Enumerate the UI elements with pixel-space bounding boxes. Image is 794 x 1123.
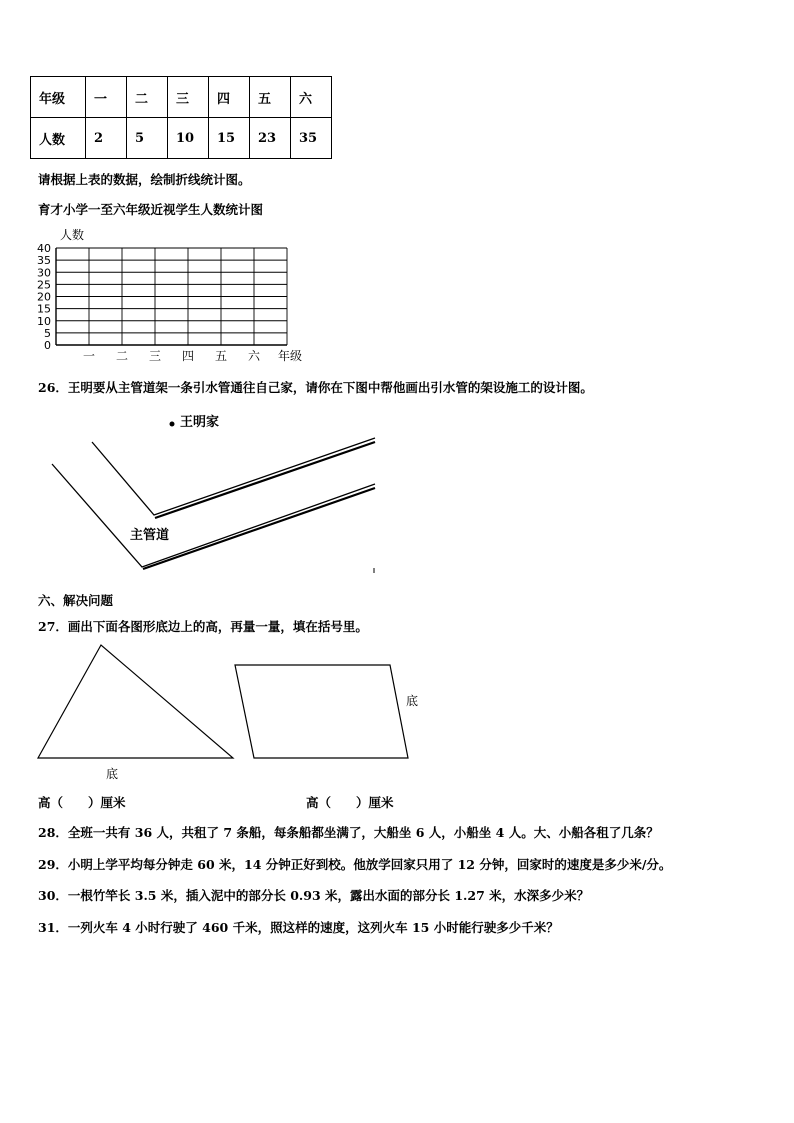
question-30: 30．一根竹竿长 3.5 米，插入泥中的部分长 0.93 米，露出水面的部分长 1.27 米，水深多少米？: [38, 888, 590, 903]
chart-title: 育才小学一至六年级近视学生人数统计图: [38, 202, 264, 217]
table-cell: 五: [250, 77, 291, 118]
home-point: [170, 422, 175, 427]
table-row-count: [31, 118, 332, 159]
table-row-grade: [31, 77, 332, 118]
main-pipe-edge: [143, 488, 375, 569]
home-label: 王明家: [180, 415, 220, 430]
shapes-figure[interactable]: [0, 635, 440, 785]
y-tick-label: 25: [37, 278, 51, 292]
question-28: 28．全班一共有 36 人，共租了 7 条船，每条船都坐满了，大船坐 6 人，小船坐 4 人。大、小船各租了几条？: [38, 825, 659, 840]
table-cell: 一: [86, 77, 127, 118]
section-6-heading: 六、解决问题: [38, 593, 114, 608]
y-tick-label: 5: [44, 326, 51, 340]
question-31: 31．一列火车 4 小时行驶了 460 千米，照这样的速度，这列火车 15 小时能行驶多少千米？: [38, 920, 559, 935]
x-tick-label: 二: [115, 349, 129, 363]
triangle-shape: [38, 645, 233, 758]
table-cell: 二: [127, 77, 168, 118]
y-tick-labels: [37, 242, 51, 352]
draw-instruction: 请根据上表的数据，绘制折线统计图。: [38, 172, 251, 187]
table-cell: 三: [168, 77, 209, 118]
table-cell: 10: [168, 118, 209, 159]
y-tick-label: 10: [37, 314, 51, 328]
x-tick-label: 五: [214, 349, 228, 363]
pipe-diagram[interactable]: [0, 400, 400, 580]
table-cell: 35: [291, 118, 332, 159]
road-upper-edge: [155, 442, 375, 518]
x-axis-label: 年级: [278, 349, 303, 363]
table-cell: 23: [250, 118, 291, 159]
chart-grid: [56, 248, 287, 345]
x-tick-label: 四: [181, 349, 195, 363]
line-chart[interactable]: [0, 220, 320, 365]
y-tick-label: 0: [44, 339, 51, 352]
question-29: 29．小明上学平均每分钟走 60 米，14 分钟正好到校。他放学回家只用了 12 分钟，回家时的速度是多少米/分。: [38, 857, 672, 872]
y-axis-label: 人数: [60, 228, 85, 242]
pipe-label: 主管道: [130, 528, 170, 543]
table-cell: 15: [209, 118, 250, 159]
parallelogram-base-label: 底: [406, 694, 419, 708]
parallelogram-shape: [235, 665, 408, 758]
y-tick-label: 30: [37, 266, 51, 280]
table-cell: 年级: [31, 77, 86, 118]
answer-triangle-height: 高（ ）厘米: [38, 795, 126, 810]
y-tick-label: 15: [37, 302, 51, 316]
x-tick-labels: [83, 349, 261, 363]
y-tick-label: 40: [37, 242, 51, 255]
table-cell: 六: [291, 77, 332, 118]
main-pipe-line: [52, 464, 375, 567]
table-cell: 人数: [31, 118, 86, 159]
triangle-base-label: 底: [106, 767, 119, 781]
table-cell: 2: [86, 118, 127, 159]
grade-data-table: [30, 76, 332, 159]
table-cell: 四: [209, 77, 250, 118]
answer-parallelogram-height: 高（ ）厘米: [306, 795, 394, 810]
x-tick-label: 三: [148, 349, 162, 363]
x-tick-label: 一: [82, 349, 96, 363]
question-26: 26．王明要从主管道架一条引水管通往自己家，请你在下图中帮他画出引水管的架设施工的设计图。: [38, 380, 593, 395]
y-tick-label: 20: [37, 290, 51, 304]
table-cell: 5: [127, 118, 168, 159]
x-tick-label: 六: [247, 349, 261, 363]
y-tick-label: 35: [37, 254, 51, 268]
question-27: 27．画出下面各图形底边上的高，再量一量，填在括号里。: [38, 619, 368, 634]
